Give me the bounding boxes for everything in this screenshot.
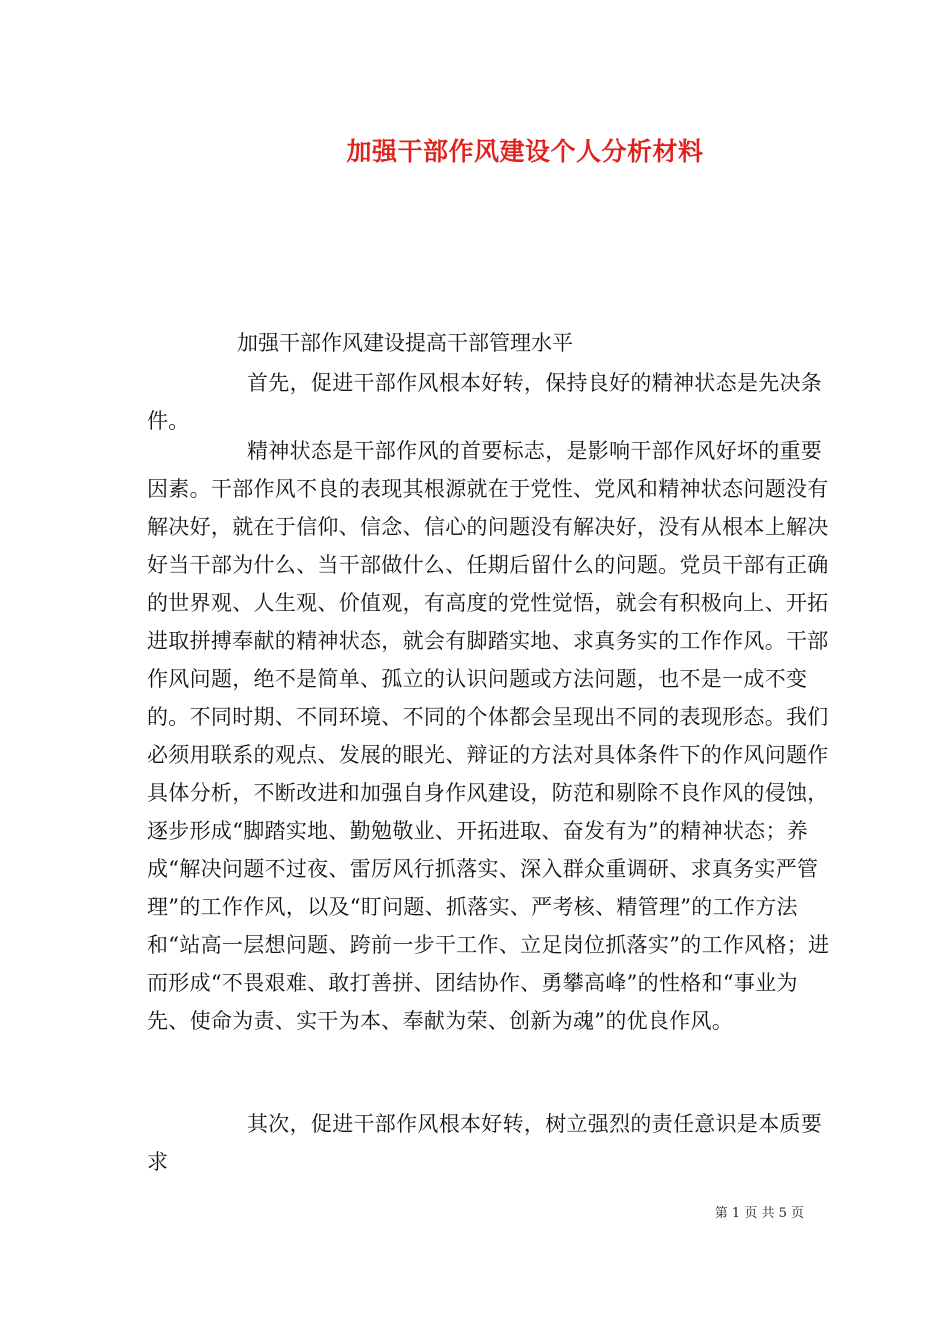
section-subheading: 加强干部作风建设提高干部管理水平 [237, 331, 573, 355]
body-paragraph-2: 精神状态是干部作风的首要标志，是影响干部作风好坏的重要因素。干部作风不良的表现其根源就在于党性、党风和精神状态问题没有解决好，就在于信仰、信念、信心的问题没有解决好，没有从根本上解决好当干部为什么、当干部做什么、任期后留什么的问题。党员干部有正确的世界观、人生观、价值观，有高度的党性觉悟，就会有积极向上、开拓进取拼搏奉献的精神状态，就会有脚踏实地、求真务实的工作作风。干部作风问题，绝不是简单、孤立的认识问题或方法问题，也不是一成不变的。不同时期、不同环境、不同的个体都会呈现出不同的表现形态。我们必须用联系的观点、发展的眼光、辩证的方法对具体条件下的作风问题作具体分析，不断改进和加强自身作风建设，防范和剔除不良作风的侵蚀，逐步形成“脚踏实地、勤勉敬业、开拓进取、奋发有为”的精神状态；养成“解决问题不过夜、雷厉风行抓落实、深入群众重调研、求真务实严管理”的工作作风，以及“盯问题、抓落实、严考核、精管理”的工作方法和“站高一层想问题、跨前一步干工作、立足岗位抓落实”的工作风格；进而形成“不畏艰难、敢打善拼、团结协作、勇攀高峰”的性格和“事业为先、使命为责、实干为本、奉献为荣、创新为魂”的优良作风。 [147, 439, 830, 1033]
body-paragraph-3: 其次，促进干部作风根本好转，树立强烈的责任意识是本质要求 [147, 1112, 823, 1174]
page-number-footer: 第 1 页 共 5 页 [714, 1206, 804, 1221]
document-title: 加强干部作风建设个人分析材料 [346, 137, 704, 166]
body-paragraph-1: 首先，促进干部作风根本好转，保持良好的精神状态是先决条件。 [147, 371, 823, 433]
